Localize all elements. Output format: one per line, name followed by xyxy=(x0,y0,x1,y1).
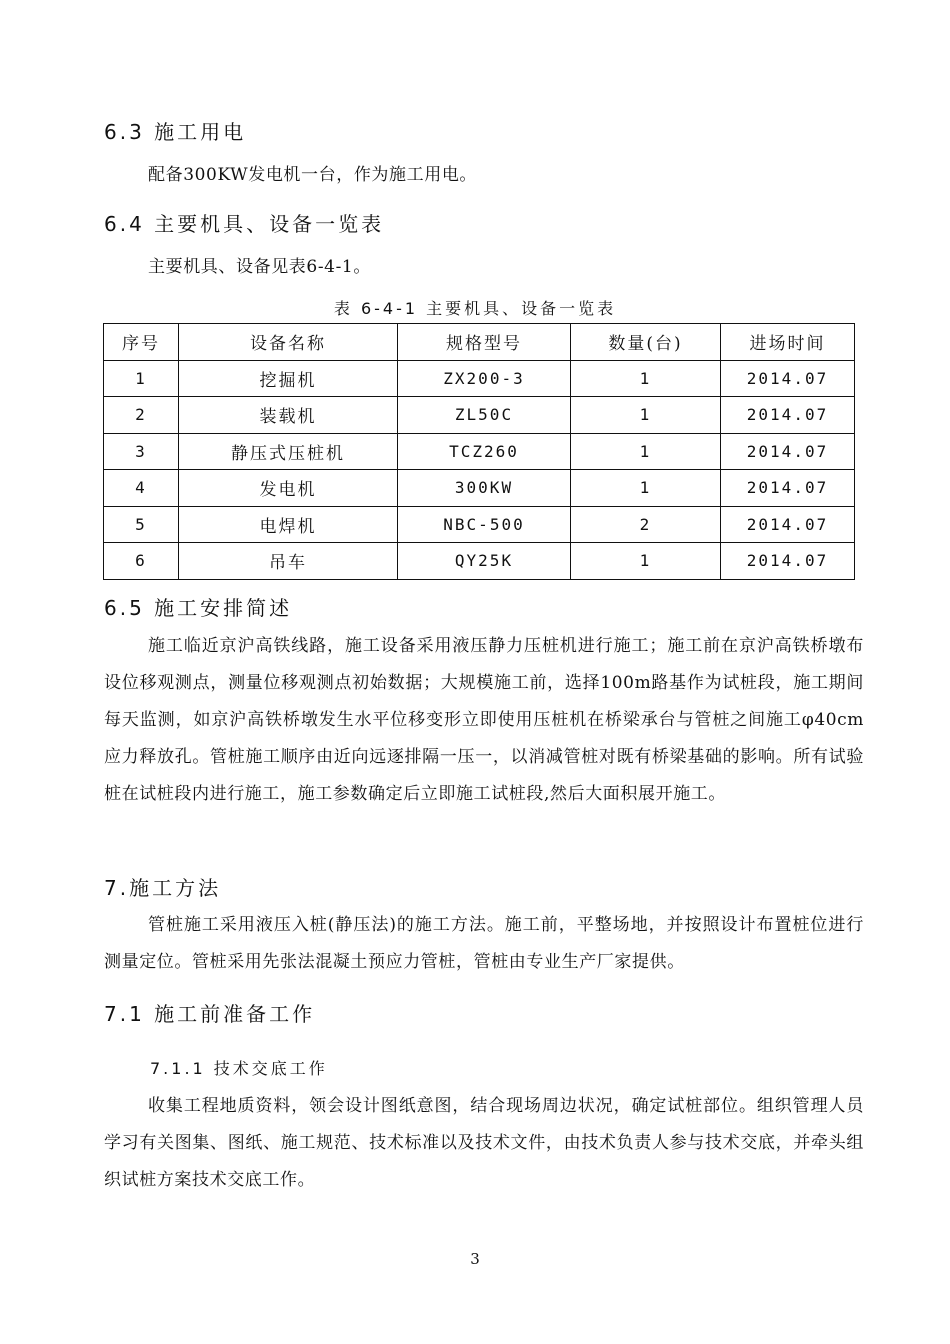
table-row xyxy=(104,397,855,434)
table-row xyxy=(104,506,855,543)
cell-quantity: 1 xyxy=(571,397,721,434)
cell-name: 挖掘机 xyxy=(179,360,398,397)
cell-index: 3 xyxy=(104,433,179,470)
cell-quantity: 1 xyxy=(571,543,721,580)
table-row xyxy=(104,360,855,397)
cell-model: NBC-500 xyxy=(398,506,571,543)
section-6-5-heading: 6.5 施工安排简述 xyxy=(104,596,293,620)
page-number: 3 xyxy=(470,1250,480,1268)
cell-name: 装载机 xyxy=(179,397,398,434)
cell-index: 2 xyxy=(104,397,179,434)
section-6-3-paragraph: 配备300KW发电机一台，作为施工用电。 xyxy=(148,165,478,185)
section-7-heading: 7.施工方法 xyxy=(104,876,222,900)
section-7-1-1-paragraph: 收集工程地质资料，领会设计图纸意图，结合现场周边状况，确定试桩部位。组织管理人员学习有关图集、图纸、施工规范、技术标准以及技术文件，由技术负责人参与技术交底，并牵头组织试桩方案技术交底工作。 xyxy=(104,1096,864,1190)
header-cell-model: 规格型号 xyxy=(398,324,571,361)
section-6-4-paragraph: 主要机具、设备见表6-4-1。 xyxy=(148,257,371,277)
cell-quantity: 1 xyxy=(571,360,721,397)
cell-model: ZL50C xyxy=(398,397,571,434)
header-cell-name: 设备名称 xyxy=(179,324,398,361)
section-6-5-paragraph: 施工临近京沪高铁线路，施工设备采用液压静力压桩机进行施工；施工前在京沪高铁桥墩布设位移观测点，测量位移观测点初始数据；大规模施工前，选择100m路基作为试桩段，施工期间每天监测，如京沪高铁桥墩发生水平位移变形立即使用压桩机在桥梁承台与管桩之间施工φ40cm应力释放孔。管桩施工顺序由近向远逐排隔一压一，以消减管桩对既有桥梁基础的影响。所有试验桩在试桩段内进行施工，施工参数确定后立即施工试桩段,然后大面积展开施工。 xyxy=(104,636,864,804)
cell-date: 2014.07 xyxy=(721,397,855,434)
cell-date: 2014.07 xyxy=(721,433,855,470)
equipment-table xyxy=(103,323,855,580)
cell-model: ZX200-3 xyxy=(398,360,571,397)
cell-name: 静压式压桩机 xyxy=(179,433,398,470)
table-row xyxy=(104,543,855,580)
cell-date: 2014.07 xyxy=(721,470,855,507)
cell-date: 2014.07 xyxy=(721,506,855,543)
cell-quantity: 1 xyxy=(571,470,721,507)
cell-index: 5 xyxy=(104,506,179,543)
section-6-3-heading: 6.3 施工用电 xyxy=(104,120,247,144)
cell-quantity: 2 xyxy=(571,506,721,543)
section-7-1-1-heading: 7.1.1 技术交底工作 xyxy=(150,1059,328,1078)
section-7-1-heading: 7.1 施工前准备工作 xyxy=(104,1002,316,1026)
cell-model: TCZ260 xyxy=(398,433,571,470)
cell-quantity: 1 xyxy=(571,433,721,470)
cell-name: 电焊机 xyxy=(179,506,398,543)
cell-name: 吊车 xyxy=(179,543,398,580)
table-row xyxy=(104,433,855,470)
table-caption: 表 6-4-1 主要机具、设备一览表 xyxy=(333,299,617,318)
cell-index: 4 xyxy=(104,470,179,507)
table-header-row xyxy=(104,324,855,361)
cell-index: 6 xyxy=(104,543,179,580)
header-cell-index: 序号 xyxy=(104,324,179,361)
section-7-paragraph: 管桩施工采用液压入桩(静压法)的施工方法。施工前，平整场地，并按照设计布置桩位进行测量定位。管桩采用先张法混凝土预应力管桩，管桩由专业生产厂家提供。 xyxy=(104,915,864,972)
cell-model: 300KW xyxy=(398,470,571,507)
header-cell-date: 进场时间 xyxy=(721,324,855,361)
cell-date: 2014.07 xyxy=(721,543,855,580)
section-6-4-heading: 6.4 主要机具、设备一览表 xyxy=(104,212,385,236)
header-cell-quantity: 数量(台) xyxy=(571,324,721,361)
cell-name: 发电机 xyxy=(179,470,398,507)
cell-model: QY25K xyxy=(398,543,571,580)
cell-index: 1 xyxy=(104,360,179,397)
table-row xyxy=(104,470,855,507)
cell-date: 2014.07 xyxy=(721,360,855,397)
